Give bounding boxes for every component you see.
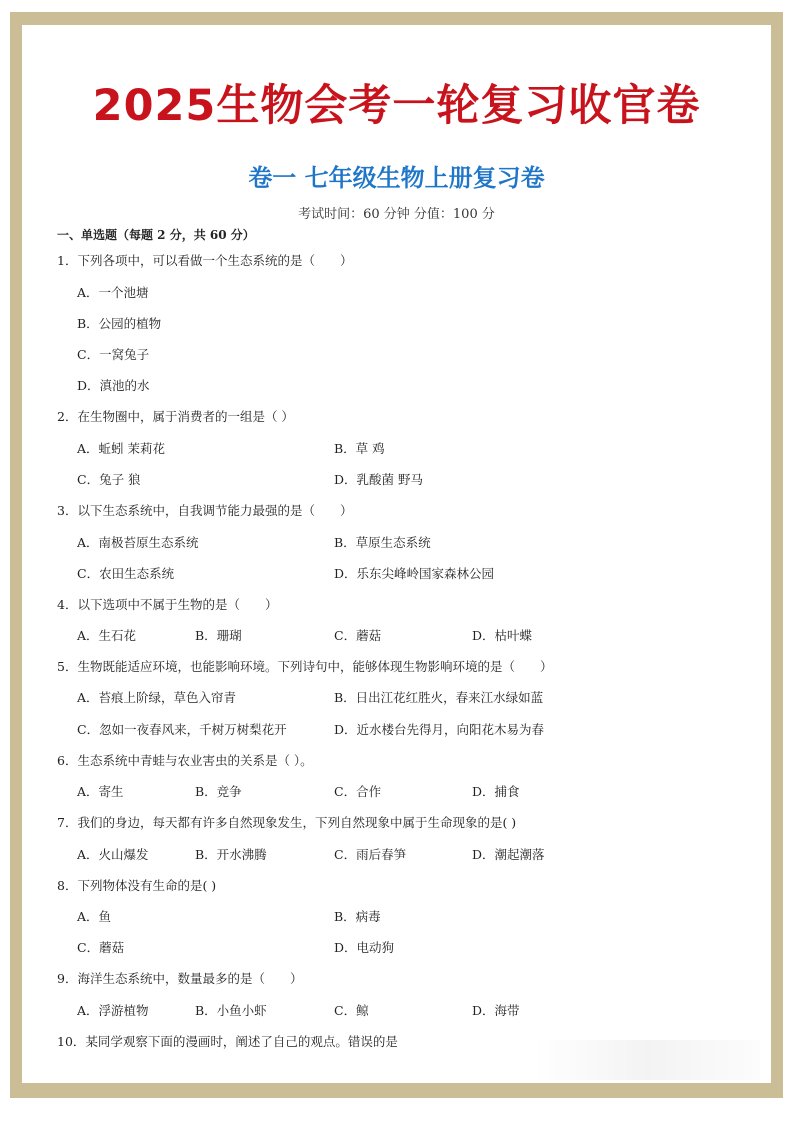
question-4: 4．以下选项中不属于生物的是（ ） bbox=[57, 597, 278, 612]
q4-option-d[interactable]: D．枯叶蝶 bbox=[472, 628, 533, 643]
q3-option-b[interactable]: B．草原生态系统 bbox=[334, 535, 431, 550]
q6-option-b[interactable]: B．竞争 bbox=[195, 784, 242, 799]
q7-option-a[interactable]: A．火山爆发 bbox=[77, 847, 149, 862]
q1-option-b[interactable]: B．公园的植物 bbox=[77, 316, 162, 331]
q1-option-d[interactable]: D．滇池的水 bbox=[77, 378, 150, 393]
section-title: 一、单选题（每题 2 分，共 60 分） bbox=[57, 228, 255, 242]
exam-info: 考试时间：60 分钟 分值：100 分 bbox=[298, 207, 495, 222]
q2-option-a[interactable]: A．蚯蚓 茉莉花 bbox=[77, 441, 166, 456]
q4-option-a[interactable]: A．生石花 bbox=[77, 628, 137, 643]
q3-option-d[interactable]: D．乐东尖峰岭国家森林公园 bbox=[334, 566, 495, 581]
question-8: 8．下列物体没有生命的是( ) bbox=[57, 878, 217, 893]
question-6: 6．生态系统中青蛙与农业害虫的关系是（ ）。 bbox=[57, 753, 313, 768]
q4-option-c[interactable]: C．蘑菇 bbox=[334, 628, 382, 643]
q2-option-b[interactable]: B．草 鸡 bbox=[334, 441, 385, 456]
q9-option-b[interactable]: B．小鱼小虾 bbox=[195, 1003, 267, 1018]
q5-option-b[interactable]: B．日出江花红胜火，春来江水绿如蓝 bbox=[334, 690, 544, 705]
q5-option-c[interactable]: C．忽如一夜春风来，千树万树梨花开 bbox=[77, 722, 287, 737]
q5-option-d[interactable]: D．近水楼台先得月，向阳花木易为春 bbox=[334, 722, 545, 737]
sub-title: 卷一 七年级生物上册复习卷 bbox=[248, 164, 545, 192]
question-10: 10．某同学观察下面的漫画时，阐述了自己的观点。错误的是 bbox=[57, 1034, 398, 1049]
q6-option-a[interactable]: A．寄生 bbox=[77, 784, 124, 799]
q9-option-c[interactable]: C．鲸 bbox=[334, 1003, 369, 1018]
question-2: 2．在生物圈中，属于消费者的一组是（ ） bbox=[57, 409, 294, 424]
q7-option-d[interactable]: D．潮起潮落 bbox=[472, 847, 545, 862]
q3-option-c[interactable]: C．农田生态系统 bbox=[77, 566, 175, 581]
q1-option-c[interactable]: C．一窝兔子 bbox=[77, 347, 150, 362]
q5-option-a[interactable]: A．苔痕上阶绿，草色入帘青 bbox=[77, 690, 237, 705]
q6-option-d[interactable]: D．捕食 bbox=[472, 784, 520, 799]
q7-option-b[interactable]: B．开水沸腾 bbox=[195, 847, 267, 862]
q2-option-c[interactable]: C．兔子 狼 bbox=[77, 472, 141, 487]
q7-option-c[interactable]: C．雨后春笋 bbox=[334, 847, 407, 862]
q1-option-a[interactable]: A．一个池塘 bbox=[77, 285, 149, 300]
question-9: 9．海洋生态系统中，数量最多的是（ ） bbox=[57, 971, 303, 986]
q8-option-c[interactable]: C．蘑菇 bbox=[77, 940, 125, 955]
q3-option-a[interactable]: A．南极苔原生态系统 bbox=[77, 535, 199, 550]
question-5: 5．生物既能适应环境，也能影响环境。下列诗句中，能够体现生物影响环境的是（ ） bbox=[57, 659, 553, 674]
image-placeholder-faint bbox=[535, 1040, 760, 1080]
main-title: 2025生物会考一轮复习收官卷 bbox=[92, 81, 701, 131]
q8-option-b[interactable]: B．病毒 bbox=[334, 909, 381, 924]
q4-option-b[interactable]: B．珊瑚 bbox=[195, 628, 242, 643]
q2-option-d[interactable]: D．乳酸菌 野马 bbox=[334, 472, 423, 487]
q8-option-d[interactable]: D．电动狗 bbox=[334, 940, 395, 955]
q9-option-d[interactable]: D．海带 bbox=[472, 1003, 520, 1018]
question-1: 1．下列各项中，可以看做一个生态系统的是（ ） bbox=[57, 253, 353, 268]
q8-option-a[interactable]: A．鱼 bbox=[77, 909, 112, 924]
question-7: 7．我们的身边，每天都有许多自然现象发生，下列自然现象中属于生命现象的是( ) bbox=[57, 815, 517, 830]
q9-option-a[interactable]: A．浮游植物 bbox=[77, 1003, 149, 1018]
q6-option-c[interactable]: C．合作 bbox=[334, 784, 382, 799]
question-3: 3．以下生态系统中，自我调节能力最强的是（ ） bbox=[57, 503, 353, 518]
